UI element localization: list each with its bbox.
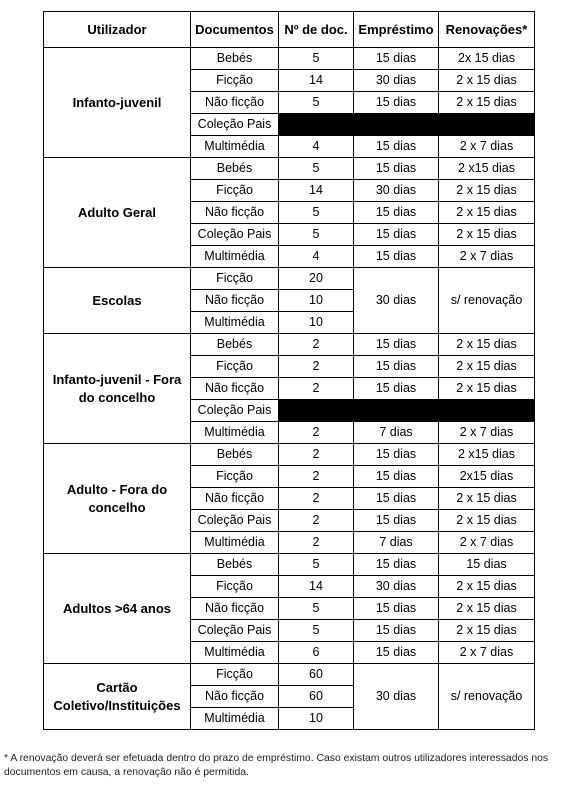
renewal-cell: 2 x 7 dias [439,642,535,664]
doc-count-cell: 6 [279,642,354,664]
table-body [44,48,535,730]
doc-count-cell: 2 [279,356,354,378]
loan-period-cell: 15 dias [354,378,439,400]
renewal-cell: 2 x 15 dias [439,92,535,114]
user-category-cell: Escolas [44,268,191,334]
doc-count-cell: 2 [279,532,354,554]
loan-period-cell: 15 dias [354,202,439,224]
loan-period-cell: 15 dias [354,136,439,158]
loan-period-cell: 15 dias [354,158,439,180]
loan-period-cell: 15 dias [354,48,439,70]
doc-count-cell: 14 [279,180,354,202]
document-type-cell: Multimédia [191,532,279,554]
document-type-cell: Não ficção [191,202,279,224]
table-row [44,48,535,70]
doc-count-cell: 14 [279,70,354,92]
document-type-cell: Bebés [191,48,279,70]
document-type-cell: Bebés [191,158,279,180]
doc-count-cell: 10 [279,708,354,730]
header-doc-count: Nº de doc. [279,12,354,48]
header-renewals: Renovações* [439,12,535,48]
unavailable-cell [279,114,535,136]
loan-period-cell: 30 dias [354,70,439,92]
table-row [44,158,535,180]
loan-period-cell: 15 dias [354,224,439,246]
renewal-cell: 2 x 15 dias [439,510,535,532]
doc-count-cell: 5 [279,554,354,576]
user-category-cell: Infanto-juvenil - Fora do concelho [44,334,191,444]
loan-period-cell: 15 dias [354,642,439,664]
header-row [44,12,535,48]
renewal-cell: 15 dias [439,554,535,576]
table-row [44,554,535,576]
doc-count-cell: 5 [279,48,354,70]
document-type-cell: Multimédia [191,136,279,158]
document-type-cell: Não ficção [191,598,279,620]
document-type-cell: Multimédia [191,708,279,730]
user-category-cell: Adulto Geral [44,158,191,268]
renewal-cell: 2 x 15 dias [439,180,535,202]
document-type-cell: Ficção [191,664,279,686]
renewal-cell: 2 x 15 dias [439,224,535,246]
doc-count-cell: 5 [279,92,354,114]
document-type-cell: Não ficção [191,92,279,114]
renewal-cell: 2 x 15 dias [439,576,535,598]
document-type-cell: Coleção Pais [191,620,279,642]
loan-period-cell: 15 dias [354,356,439,378]
user-category-cell: Cartão Coletivo/Instituições [44,664,191,730]
loan-period-cell: 30 dias [354,268,439,334]
loan-period-cell: 15 dias [354,510,439,532]
document-type-cell: Ficção [191,70,279,92]
table-row [44,334,535,356]
unavailable-cell [279,400,535,422]
loan-period-cell: 15 dias [354,598,439,620]
document-type-cell: Bebés [191,554,279,576]
doc-count-cell: 5 [279,598,354,620]
document-type-cell: Multimédia [191,312,279,334]
document-type-cell: Não ficção [191,488,279,510]
renewal-cell: 2x 15 dias [439,48,535,70]
loan-period-cell: 15 dias [354,246,439,268]
user-category-cell: Adultos >64 anos [44,554,191,664]
renewal-cell: 2 x 15 dias [439,598,535,620]
loan-period-cell: 15 dias [354,466,439,488]
document-type-cell: Ficção [191,180,279,202]
doc-count-cell: 2 [279,444,354,466]
document-type-cell: Multimédia [191,642,279,664]
header-loan-period: Empréstimo [354,12,439,48]
document-type-cell: Ficção [191,268,279,290]
document-type-cell: Multimédia [191,246,279,268]
renewal-cell: 2 x 15 dias [439,620,535,642]
loan-period-cell: 7 dias [354,532,439,554]
doc-count-cell: 60 [279,686,354,708]
loan-period-cell: 15 dias [354,92,439,114]
renewal-cell: 2 x 7 dias [439,246,535,268]
document-type-cell: Coleção Pais [191,400,279,422]
loan-period-cell: 15 dias [354,488,439,510]
doc-count-cell: 60 [279,664,354,686]
renewal-cell: s/ renovação [439,268,535,334]
renewal-cell: 2 x 7 dias [439,422,535,444]
renewal-cell: 2 x 15 dias [439,70,535,92]
loan-rules-table [43,11,535,730]
renewal-cell: 2x15 dias [439,466,535,488]
doc-count-cell: 5 [279,620,354,642]
loan-period-cell: 15 dias [354,554,439,576]
doc-count-cell: 2 [279,422,354,444]
document-type-cell: Coleção Pais [191,224,279,246]
renewal-cell: 2 x 15 dias [439,334,535,356]
renewal-cell: s/ renovação [439,664,535,730]
document-type-cell: Ficção [191,576,279,598]
renewal-cell: 2 x 15 dias [439,378,535,400]
doc-count-cell: 2 [279,334,354,356]
doc-count-cell: 4 [279,136,354,158]
document-type-cell: Bebés [191,444,279,466]
renewal-cell: 2 x 7 dias [439,532,535,554]
doc-count-cell: 5 [279,224,354,246]
renewal-cell: 2 x 15 dias [439,356,535,378]
table-row [44,664,535,686]
table-row [44,444,535,466]
header-user: Utilizador [44,12,191,48]
doc-count-cell: 2 [279,510,354,532]
doc-count-cell: 5 [279,202,354,224]
document-type-cell: Ficção [191,466,279,488]
renewal-cell: 2 x15 dias [439,158,535,180]
doc-count-cell: 4 [279,246,354,268]
document-type-cell: Não ficção [191,290,279,312]
loan-period-cell: 30 dias [354,576,439,598]
doc-count-cell: 2 [279,378,354,400]
footnote: * A renovação deverá ser efetuada dentro do prazo de empréstimo. Caso existam outros utilizadores interessados nos documentos em causa, a renovação não é permitida. [4,753,549,778]
doc-count-cell: 14 [279,576,354,598]
document-type-cell: Coleção Pais [191,510,279,532]
loan-period-cell: 15 dias [354,620,439,642]
doc-count-cell: 2 [279,488,354,510]
doc-count-cell: 2 [279,466,354,488]
renewal-cell: 2 x 7 dias [439,136,535,158]
loan-period-cell: 7 dias [354,422,439,444]
document-type-cell: Não ficção [191,686,279,708]
doc-count-cell: 10 [279,312,354,334]
document-type-cell: Ficção [191,356,279,378]
loan-period-cell: 30 dias [354,180,439,202]
header-documents: Documentos [191,12,279,48]
loan-period-cell: 15 dias [354,444,439,466]
doc-count-cell: 10 [279,290,354,312]
loan-period-cell: 30 dias [354,664,439,730]
document-type-cell: Bebés [191,334,279,356]
document-type-cell: Não ficção [191,378,279,400]
renewal-cell: 2 x15 dias [439,444,535,466]
user-category-cell: Adulto - Fora do concelho [44,444,191,554]
renewal-cell: 2 x 15 dias [439,488,535,510]
document-type-cell: Coleção Pais [191,114,279,136]
loan-period-cell: 15 dias [354,334,439,356]
document-type-cell: Multimédia [191,422,279,444]
doc-count-cell: 20 [279,268,354,290]
table-row [44,268,535,290]
user-category-cell: Infanto-juvenil [44,48,191,158]
renewal-cell: 2 x 15 dias [439,202,535,224]
doc-count-cell: 5 [279,158,354,180]
